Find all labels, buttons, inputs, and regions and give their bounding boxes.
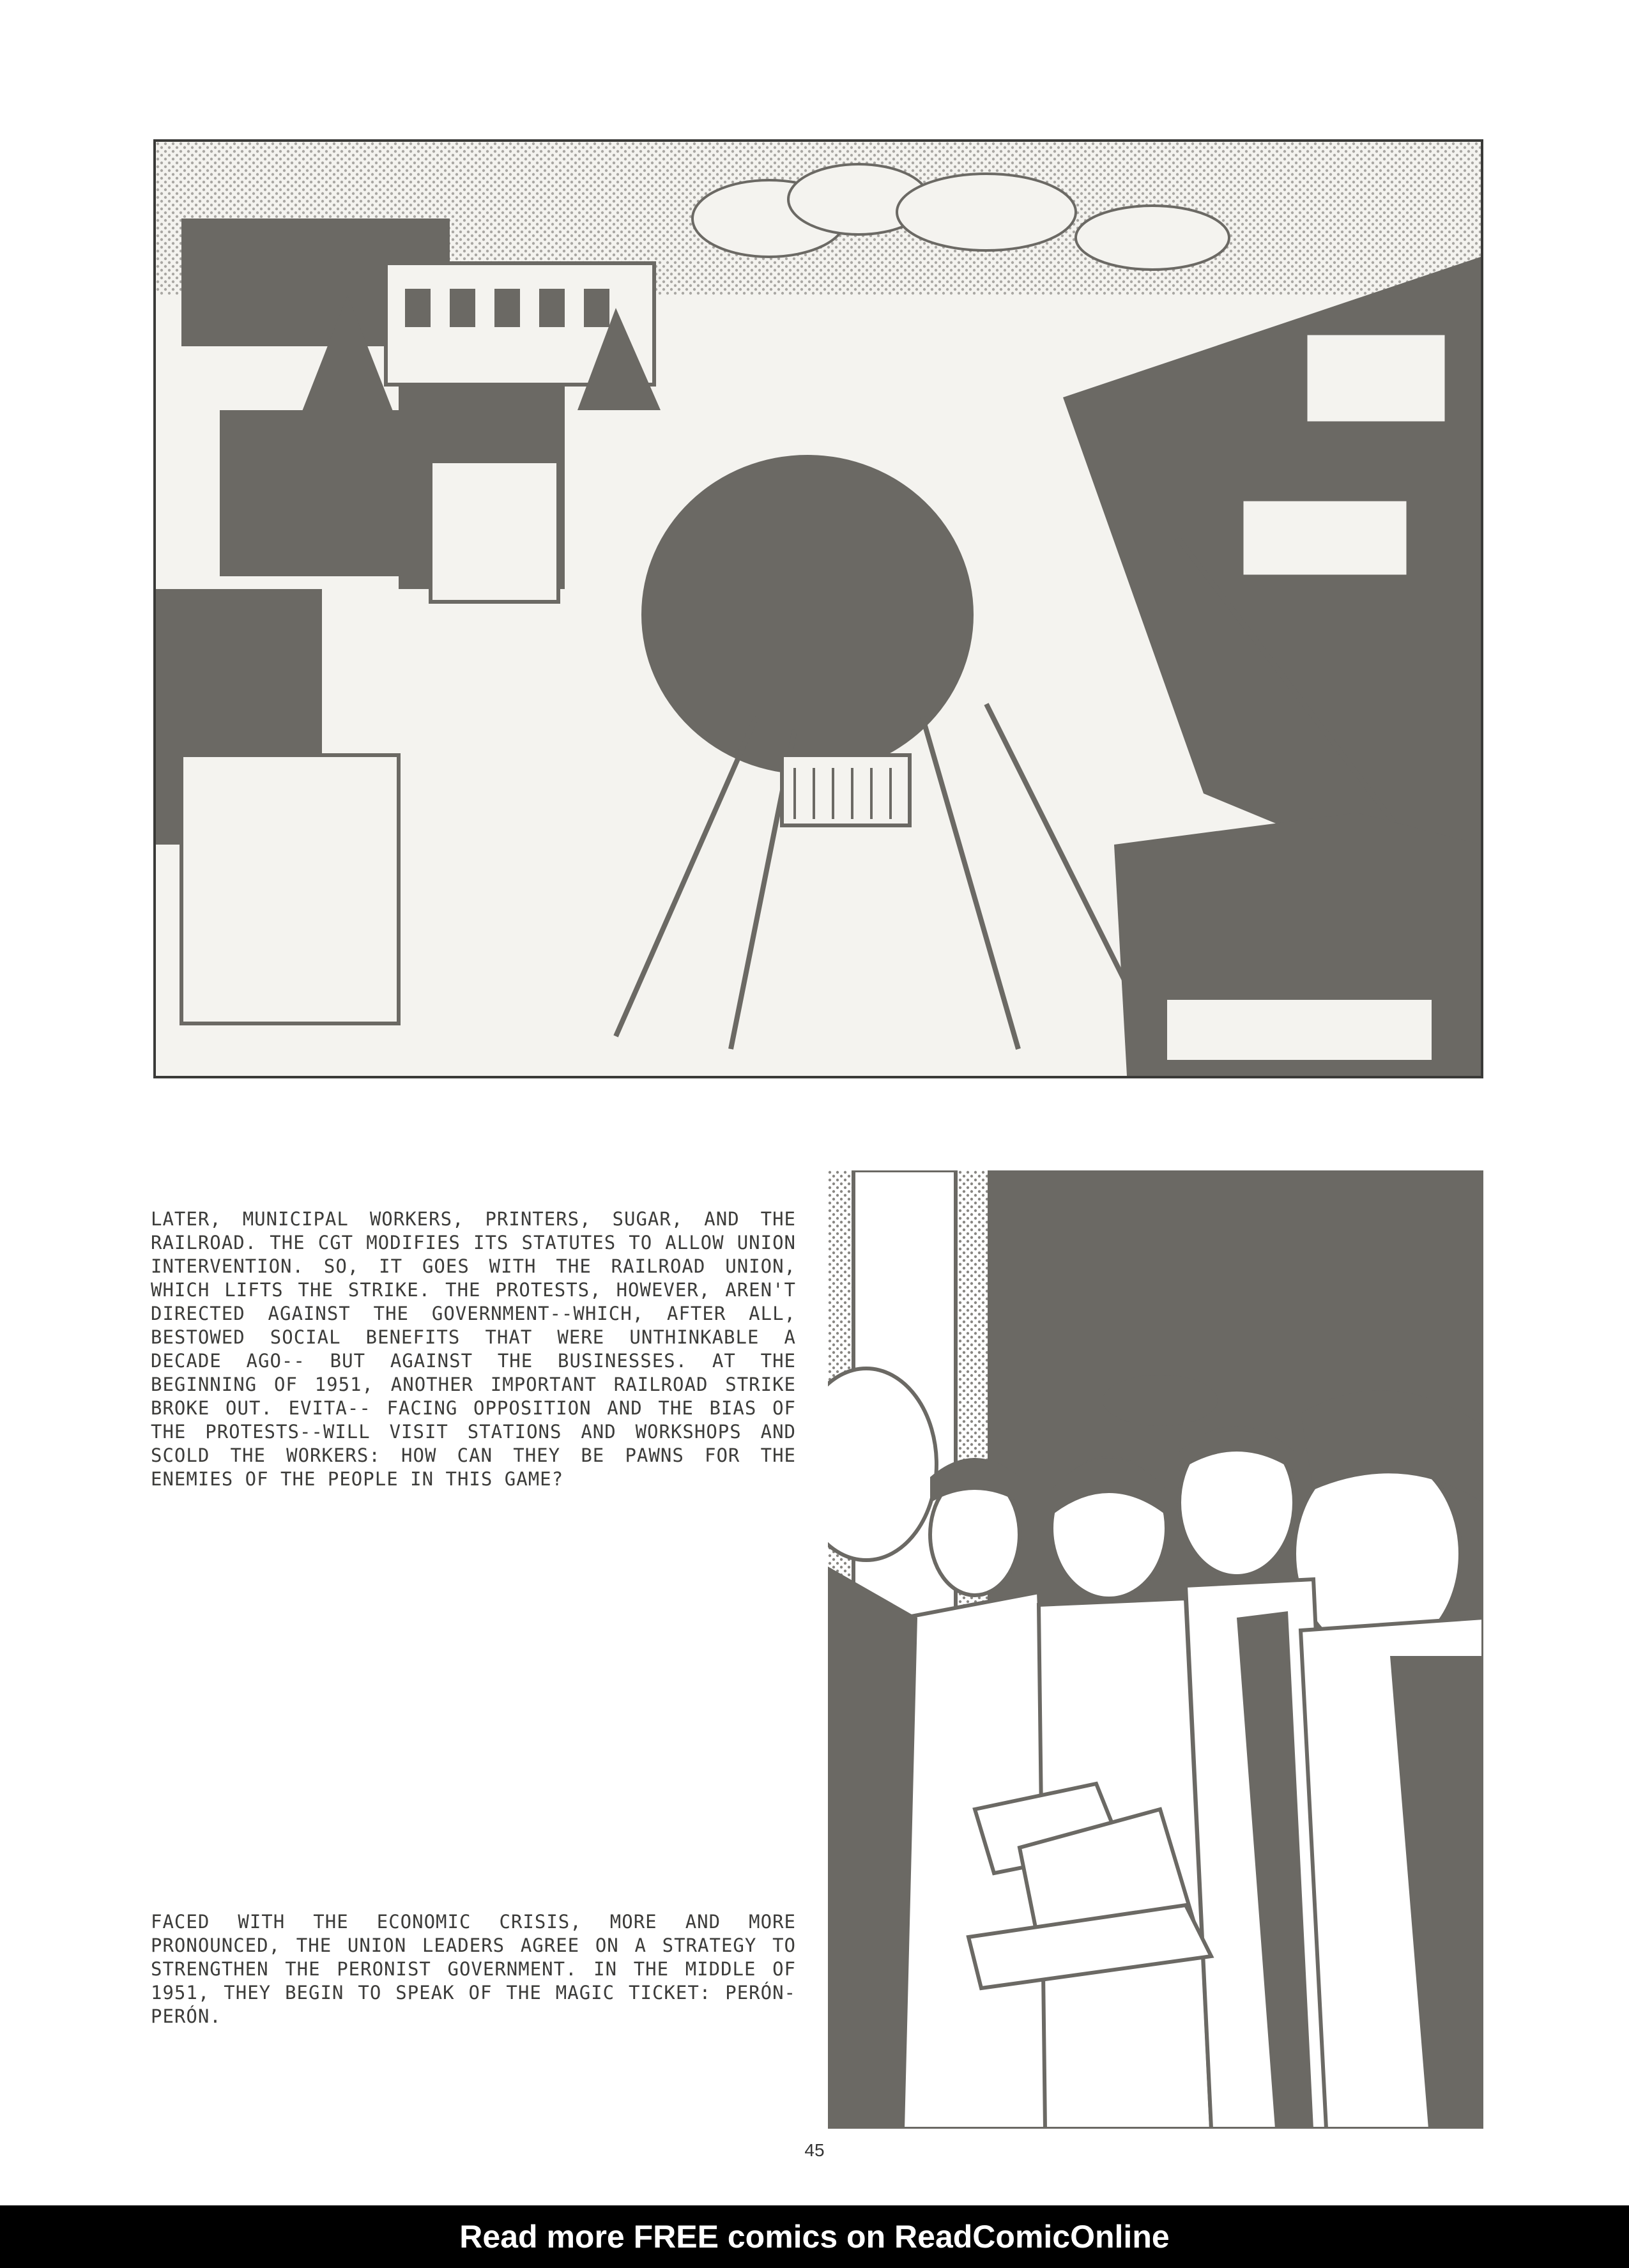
narration-text-2: FACED WITH THE ECONOMIC CRISIS, MORE AND MORE PRONOUNCED, THE UNION LEADERS AGREE ON A STRATEGY TO STRENGTHEN THE PERONIST GOVERNMENT. IN THE MIDDLE OF 1951, THEY BEGIN TO SPEAK OF THE MAGIC TICKET: PERÓN- PERÓN.	[151, 1911, 796, 2027]
panel-railyard	[153, 139, 1483, 1078]
panel-union-leaders	[828, 1170, 1483, 2129]
footer-banner-text[interactable]: Read more FREE comics on ReadComicOnline	[459, 2219, 1170, 2255]
narration-text-1: LATER, MUNICIPAL WORKERS, PRINTERS, SUGAR, AND THE RAILROAD. THE CGT MODIFIES ITS STATUTES TO ALLOW UNION INTERVENTION. SO, IT GOES WITH THE RAILROAD UNION, WHICH LIFTS THE STRIKE. THE PROTESTS, HOWEVER, AREN'T DIRECTED AGAINST THE GOVERNMENT--WHICH, AFTER ALL, BESTOWED SOCIAL BENEFITS THAT WERE UNTHINKABLE A DECADE AGO-- BUT AGAINST THE BUSINESSES. AT THE BEGINNING OF 1951, ANOTHER IMPORTANT RAILROAD STRIKE BROKE OUT. EVITA-- FACING OPPOSITION AND THE BIAS OF THE PROTESTS--WILL VISIT STATIONS AND WORKSHOPS AND SCOLD THE WORKERS: HOW CAN THEY BE PAWNS FOR THE ENEMIES OF THE PEOPLE IN THIS GAME?	[151, 1208, 796, 1490]
footer-banner[interactable]	[0, 2205, 1629, 2268]
union-leaders-illustration	[828, 1170, 1483, 2129]
page-number: 45	[804, 2140, 825, 2160]
railyard-illustration	[156, 142, 1481, 1076]
